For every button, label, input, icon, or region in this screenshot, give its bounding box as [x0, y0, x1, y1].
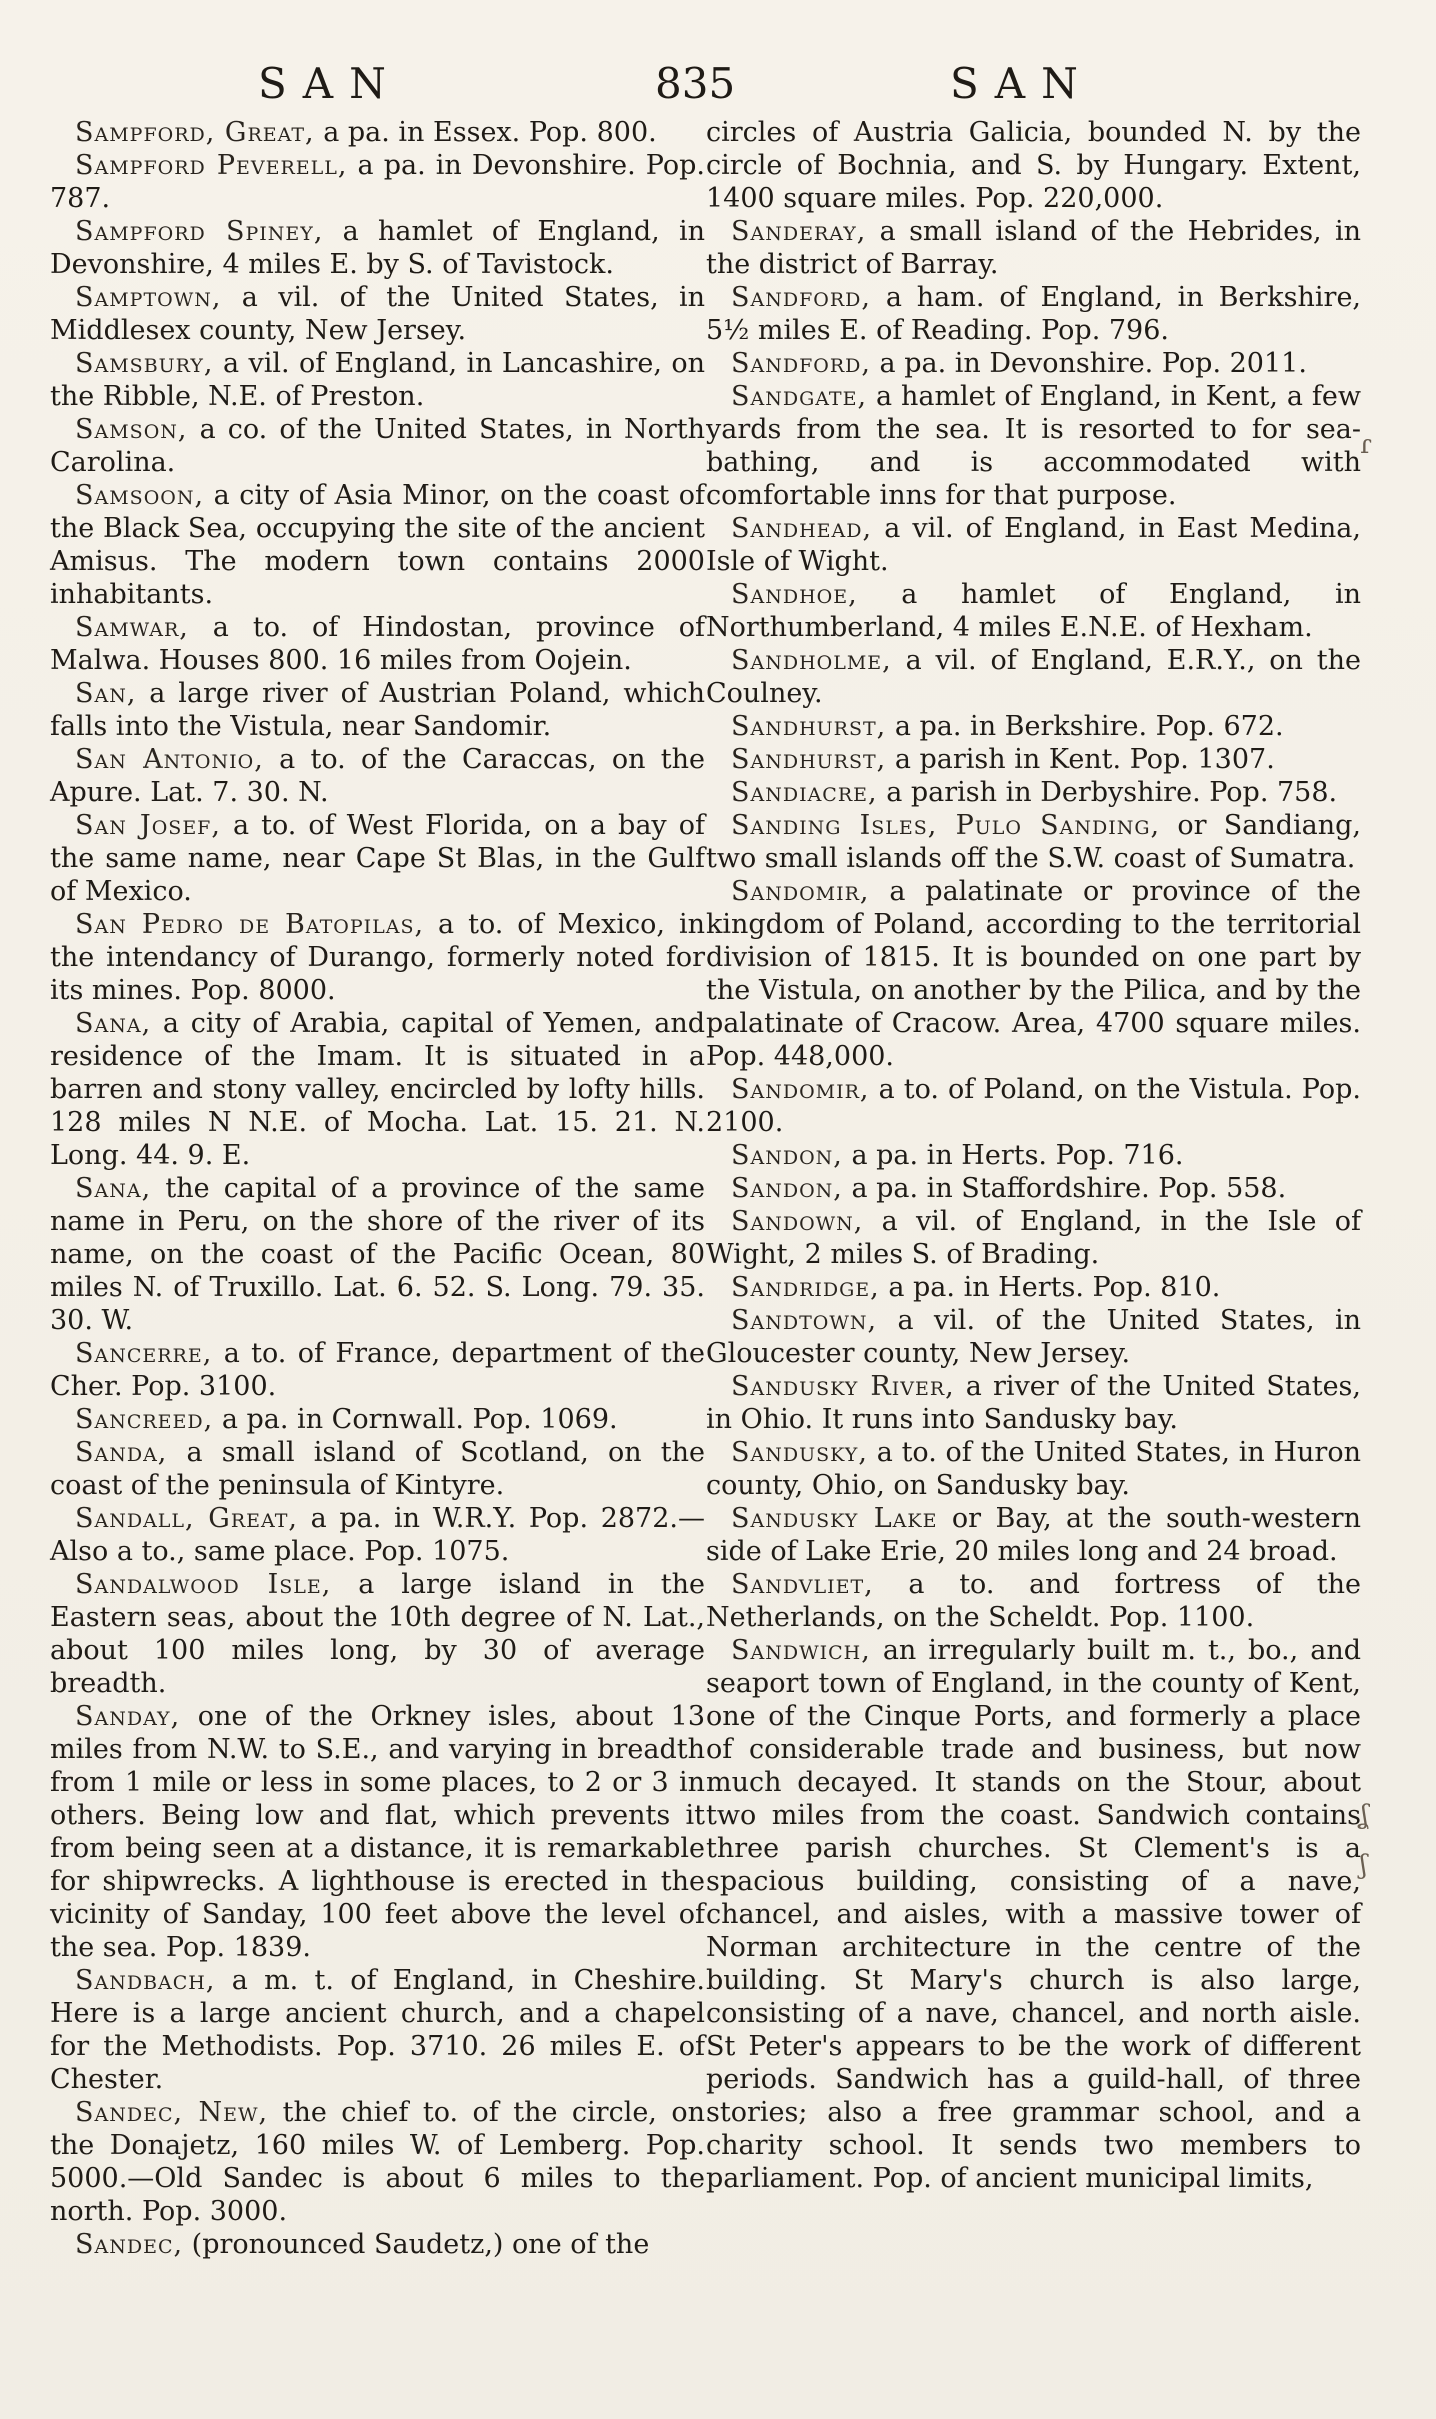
gazetteer-entry: [706, 1370, 1361, 1436]
entry-headword: Sandwich,: [731, 1635, 871, 1666]
entry-headword: Sancerre,: [75, 1338, 213, 1369]
entry-text: a pa. in Essex. Pop. 800.: [314, 117, 657, 148]
entry-text: a co. of the United States, in North Carolina.: [50, 414, 705, 478]
margin-annotations: [1360, 0, 1420, 2419]
gazetteer-entry: [50, 1172, 705, 1337]
gazetteer-entry: [50, 281, 705, 347]
gazetteer-entry: [50, 413, 705, 479]
gazetteer-entry: [50, 2096, 705, 2228]
header-left-word: SAN: [258, 59, 402, 108]
entry-headword: Sandon,: [731, 1173, 843, 1204]
gazetteer-entry: [50, 2228, 705, 2261]
gazetteer-entry: [706, 380, 1361, 512]
entry-headword: Samson,: [75, 414, 188, 445]
gazetteer-entry: [706, 281, 1361, 347]
gazetteer-entry: [50, 1403, 705, 1436]
left-column: [50, 116, 705, 2261]
entry-text: a vil. of the United States, in Middlesex county, New Jersey.: [50, 282, 705, 346]
entry-text: a pa. in Staffordshire. Pop. 558.: [842, 1173, 1287, 1204]
gazetteer-entry: [50, 149, 705, 215]
entry-headword: San Josef,: [75, 810, 221, 841]
entry-headword: Sandon,: [731, 1140, 843, 1171]
gazetteer-entry: [706, 1502, 1361, 1568]
entry-text: the chief to. of the circle, on the Donajetz, 160 miles W. of Lemberg. Pop. 5000.—Old Sandec is about 6 miles to the north. Pop. 3000.: [50, 2097, 705, 2227]
entry-text: a pa. in W.R.Y. Pop. 2872.—Also a to., same place. Pop. 1075.: [50, 1503, 705, 1567]
entry-text: a parish in Derbyshire. Pop. 758.: [877, 777, 1338, 808]
entry-headword: Sanding Isles, Pulo Sanding,: [731, 810, 1161, 841]
entry-headword: Sandhurst,: [731, 711, 887, 742]
entry-headword: Sandusky,: [731, 1437, 868, 1468]
gazetteer-entry: [50, 809, 705, 908]
entry-text: circles of Austria Galicia, bounded N. by the circle of Bochnia, and S. by Hungary. Extent, 1400 square miles. Pop. 220,000.: [706, 117, 1361, 214]
gazetteer-entry: [706, 512, 1361, 578]
entry-headword: Sampford Peverell,: [75, 150, 348, 181]
entry-text: a city of Asia Minor, on the coast of the Black Sea, occupying the site of the ancient Amisus. The modern town contains 2000 inhabitants.: [50, 480, 705, 610]
entry-text: a pa. in Cornwall. Pop. 1069.: [213, 1404, 618, 1435]
gazetteer-entry: [50, 1502, 705, 1568]
entry-headword: Sampford Spiney,: [75, 216, 324, 247]
gazetteer-entry: [706, 1436, 1361, 1502]
entry-headword: Samwar,: [75, 612, 189, 643]
entry-text: a to. and fortress of the Netherlands, on the Scheldt. Pop. 1100.: [706, 1569, 1361, 1633]
entry-text: a vil. of the United States, in Gloucester county, New Jersey.: [706, 1305, 1361, 1369]
entry-text: a to. of Mexico, in the intendancy of Durango, formerly noted for its mines. Pop. 8000.: [50, 909, 705, 1006]
entry-headword: Sandhurst,: [731, 744, 887, 775]
gazetteer-entry: [50, 677, 705, 743]
entry-headword: Sandhead,: [731, 513, 873, 544]
entry-text: a hamlet of England, in Devonshire, 4 miles E. by S. of Tavistock.: [50, 216, 705, 280]
entry-text: a to. of Hindostan, province of Malwa. Houses 800. 16 miles from Oojein.: [50, 612, 705, 676]
entry-text: a to. of France, department of the Cher. Pop. 3100.: [50, 1338, 705, 1402]
gazetteer-entry: [706, 1073, 1361, 1139]
entry-headword: Sandec,: [75, 2229, 184, 2260]
entry-headword: Sandomir,: [731, 876, 870, 907]
entry-headword: San Pedro de Batopilas,: [75, 909, 425, 940]
entry-text: a parish in Kent. Pop. 1307.: [886, 744, 1275, 775]
entry-text: a city of Arabia, capital of Yemen, and residence of the Imam. It is situated in a barren and stony valley, encircled by lofty hills. 128 miles N N.E. of Mocha. Lat. 15. 21. N. Long. 44. 9. E.: [50, 1008, 705, 1171]
gazetteer-entry: [706, 1205, 1361, 1271]
entry-text: an irregularly built m. t., bo., and seaport town of England, in the county of Kent, one of the Cinque Ports, and formerly a place of considerable trade and business, but now much decayed. It stands on the Stour, about two miles from the coast. Sandwich contains three parish churches. St Clement's is a spacious building, consisting of a nave, chancel, and aisles, with a massive tower of Norman architecture in the centre of the building. St Mary's church is also large, consisting of a nave, chancel, and north aisle. St Peter's appears to be the work of different periods. Sandwich has a guild-hall, of three stories; also a free grammar school, and a charity school. It sends two members to parliament. Pop. of ancient municipal limits,: [706, 1635, 1361, 2194]
gazetteer-entry: [706, 776, 1361, 809]
entry-text: a large island in the Eastern seas, about the 10th degree of N. Lat., about 100 miles long, by 30 of average breadth.: [50, 1569, 705, 1699]
entry-headword: Sandusky River,: [731, 1371, 955, 1402]
entry-headword: Sandtown,: [731, 1305, 878, 1336]
page-number: 835: [655, 59, 736, 108]
gazetteer-entry: [706, 1271, 1361, 1304]
entry-headword: Sandford,: [731, 348, 871, 379]
entry-text: a vil. of England, E.R.Y., on the Coulney.: [706, 645, 1361, 709]
gazetteer-entry: [706, 347, 1361, 380]
entry-text: a pa. in Herts. Pop. 810.: [879, 1272, 1221, 1303]
entry-text: a pa. in Berkshire. Pop. 672.: [886, 711, 1284, 742]
entry-text: a hamlet of England, in Kent, a few yards from the sea. It is resorted to for sea-bathing, and is accommodated with comfortable inns for that purpose.: [706, 381, 1361, 511]
margin-mark: ɾ: [1360, 430, 1372, 460]
margin-mark: ʃ: [1360, 1850, 1368, 1880]
entry-text: a to. of Poland, on the Vistula. Pop. 2100.: [706, 1074, 1361, 1138]
entry-headword: Sandomir,: [731, 1074, 870, 1105]
entry-headword: Sandhoe,: [731, 579, 858, 610]
entry-headword: Sanday,: [75, 1701, 181, 1732]
entry-headword: Sancreed,: [75, 1404, 214, 1435]
entry-text: a to. of West Florida, on a bay of the same name, near Cape St Blas, in the Gulf of Mexico.: [50, 810, 705, 907]
gazetteer-entry: [50, 215, 705, 281]
gazetteer-entry: [706, 116, 1361, 215]
entry-headword: Sandholme,: [731, 645, 892, 676]
entry-headword: Samsoon,: [75, 480, 205, 511]
entry-headword: Sandusky Lake: [731, 1503, 938, 1534]
gazetteer-entry: [706, 743, 1361, 776]
entry-headword: Sandvliet,: [731, 1569, 874, 1600]
gazetteer-entry: [706, 875, 1361, 1073]
entry-text: a to. of the Caraccas, on the Apure. Lat. 7. 30. N.: [50, 744, 705, 808]
gazetteer-entry: [706, 1172, 1361, 1205]
entry-headword: Sana,: [75, 1008, 152, 1039]
gazetteer-entry: [706, 215, 1361, 281]
entry-text: a ham. of England, in Berkshire, 5½ miles E. of Reading. Pop. 796.: [706, 282, 1361, 346]
entry-headword: Sandford,: [731, 282, 871, 313]
margin-mark: ʆ: [1360, 1800, 1369, 1830]
entry-headword: Sandridge,: [731, 1272, 880, 1303]
entry-text: or Sandiang, two small islands off the S.W. coast of Sumatra.: [706, 810, 1361, 874]
entry-headword: Sanderay,: [731, 216, 867, 247]
right-column: [706, 116, 1361, 2195]
entry-text: one of the Orkney isles, about 13 miles from N.W. to S.E., and varying in breadth from 1 mile or less in some places, to 2 or 3 in others. Being low and flat, which prevents it from being seen at a distance, it is remarkable for shipwrecks. A lighthouse is erected in the vicinity of Sanday, 100 feet above the level of the sea. Pop. 1839.: [50, 1701, 705, 1963]
entry-text: a river of the United States, in Ohio. It runs into Sandusky bay.: [706, 1371, 1361, 1435]
entry-headword: Sandgate,: [731, 381, 868, 412]
entry-text: a vil. of England, in East Medina, Isle of Wight.: [706, 513, 1361, 577]
entry-text: a large river of Austrian Poland, which falls into the Vistula, near Sandomir.: [50, 678, 705, 742]
entry-text: a vil. of England, in the Isle of Wight, 2 miles S. of Brading.: [706, 1206, 1361, 1270]
entry-headword: Sandiacre,: [731, 777, 878, 808]
entry-text: a m. t. of England, in Cheshire. Here is a large ancient church, and a chapel for the Methodists. Pop. 3710. 26 miles E. of Chester.: [50, 1965, 705, 2095]
entry-headword: Sandalwood Isle,: [75, 1569, 332, 1600]
gazetteer-entry: [706, 1139, 1361, 1172]
entry-text: a pa. in Devonshire. Pop. 787.: [50, 150, 705, 214]
entry-headword: Sandbach,: [75, 1965, 216, 1996]
entry-headword: Sana,: [75, 1173, 152, 1204]
gazetteer-entry: [50, 1436, 705, 1502]
gazetteer-entry: [50, 908, 705, 1007]
gazetteer-entry: [706, 710, 1361, 743]
gazetteer-entry: [50, 1568, 705, 1700]
entry-headword: Sanda,: [75, 1437, 168, 1468]
entry-headword: San,: [75, 678, 137, 709]
entry-headword: Samsbury,: [75, 348, 214, 379]
gazetteer-entry: [706, 809, 1361, 875]
gazetteer-entry: [50, 743, 705, 809]
entry-text: a pa. in Devonshire. Pop. 2011.: [870, 348, 1307, 379]
entry-text: or Bay, at the south-western side of Lake Erie, 20 miles long and 24 broad.: [706, 1503, 1361, 1567]
entry-text: a small island of the Hebrides, in the district of Barray.: [706, 216, 1361, 280]
entry-text: a to. of the United States, in Huron county, Ohio, on Sandusky bay.: [706, 1437, 1361, 1501]
entry-text: the capital of a province of the same name in Peru, on the shore of the river of its name, on the coast of the Pacific Ocean, 80 miles N. of Truxillo. Lat. 6. 52. S. Long. 79. 35. 30. W.: [50, 1173, 705, 1336]
entry-headword: Sandec, New,: [75, 2097, 269, 2128]
entry-headword: Sandown,: [731, 1206, 864, 1237]
gazetteer-entry: [706, 1568, 1361, 1634]
gazetteer-entry: [50, 1700, 705, 1964]
gazetteer-entry: [706, 1304, 1361, 1370]
entry-headword: Samptown,: [75, 282, 222, 313]
entry-text: a pa. in Herts. Pop. 716.: [842, 1140, 1184, 1171]
gazetteer-entry: [50, 116, 705, 149]
entry-headword: Sampford, Great,: [75, 117, 315, 148]
entry-headword: Sandall, Great,: [75, 1503, 298, 1534]
entry-text: a hamlet of England, in Northumberland, 4 miles E.N.E. of Hexham.: [706, 579, 1361, 643]
entry-headword: San Antonio,: [75, 744, 264, 775]
gazetteer-entry: [50, 1964, 705, 2096]
running-header: [0, 54, 1436, 114]
entry-text: a palatinate or province of the kingdom of Poland, according to the territorial division of 1815. It is bounded on one part by the Vistula, on another by the Pilica, and by the palatinate of Cracow. Area, 4700 square miles. Pop. 448,000.: [706, 876, 1361, 1072]
gazetteer-entry: [50, 611, 705, 677]
entry-text: a vil. of England, in Lancashire, on the Ribble, N.E. of Preston.: [50, 348, 705, 412]
gazetteer-entry: [50, 347, 705, 413]
gazetteer-entry: [706, 1634, 1361, 2195]
gazetteer-entry: [50, 1337, 705, 1403]
entry-text: a small island of Scotland, on the coast of the peninsula of Kintyre.: [50, 1437, 705, 1501]
entry-text: (pronounced Saudetz,) one of the: [183, 2229, 650, 2260]
gazetteer-entry: [50, 479, 705, 611]
gazetteer-entry: [706, 644, 1361, 710]
gazetteer-entry: [706, 578, 1361, 644]
header-right-word: SAN: [950, 59, 1094, 108]
gazetteer-entry: [50, 1007, 705, 1172]
